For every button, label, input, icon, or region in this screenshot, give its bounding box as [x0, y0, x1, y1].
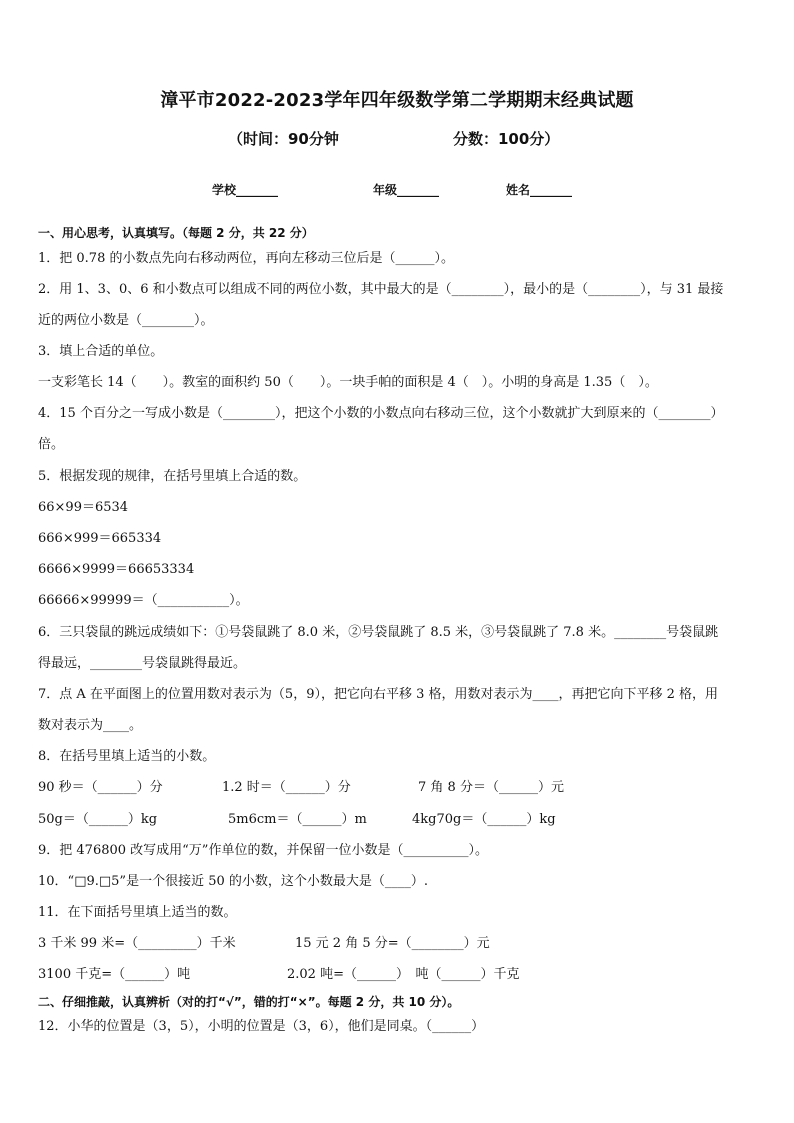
- question-7-line-1: 7．点 A 在平面图上的位置用数对表示为（5，9），把它向右平移 3 格，用数对表示为____，再把它向下平移 2 格，用: [38, 687, 719, 702]
- question-10: 10．“□9.□5”是一个很接近 50 的小数，这个小数最大是（____）.: [38, 874, 429, 889]
- exam-time: （时间：90分钟: [228, 130, 339, 148]
- grade-field[interactable]: 年级_______: [373, 183, 440, 197]
- question-2-line-1: 2．用 1、3、0、6 和小数点可以组成不同的两位小数，其中最大的是（________），最小的是（________），与 31 最接: [38, 282, 724, 297]
- question-11-item-c: 3100 千克=（______）吨: [38, 967, 191, 982]
- section-2-heading: 二、仔细推敲，认真辨析（对的打“√”，错的打“×”。每题 2 分，共 10 分）。: [38, 995, 460, 1009]
- question-4-line-1: 4．15 个百分之一写成小数是（________），把这个小数的小数点向右移动三位，这个小数就扩大到原来的（________）: [38, 406, 724, 421]
- question-8-item-e: 5m6cm＝（______）m: [228, 812, 367, 827]
- page-title: 漳平市2022-2023学年四年级数学第二学期期末经典试题: [160, 90, 634, 111]
- question-4-line-2: 倍。: [38, 437, 65, 452]
- question-5-eq-3: 6666×9999＝66653334: [38, 562, 195, 577]
- question-6-line-1: 6．三只袋鼠的跳远成绩如下：①号袋鼠跳了 8.0 米，②号袋鼠跳了 8.5 米，③号袋鼠跳了 7.8 米。________号袋鼠跳: [38, 625, 719, 640]
- question-2-line-2: 近的两位小数是（________）。: [38, 313, 214, 328]
- question-8-item-c: 7 角 8 分＝（______）元: [418, 780, 564, 795]
- question-5: 5．根据发现的规律，在括号里填上合适的数。: [38, 469, 307, 484]
- exam-score: 分数：100分）: [453, 130, 560, 148]
- question-5-eq-1: 66×99＝6534: [38, 500, 129, 515]
- question-8-item-d: 50g＝（______）kg: [38, 812, 158, 827]
- question-3: 3．填上合适的单位。: [38, 344, 164, 359]
- question-6-line-2: 得最远，________号袋鼠跳得最近。: [38, 656, 247, 671]
- question-8-item-b: 1.2 时＝（______）分: [222, 780, 351, 795]
- question-11-item-b: 15 元 2 角 5 分=（________）元: [295, 936, 490, 951]
- question-8: 8．在括号里填上适当的小数。: [38, 749, 216, 764]
- question-8-item-a: 90 秒＝（______）分: [38, 780, 163, 795]
- question-8-item-f: 4kg70g＝（______）kg: [412, 812, 556, 827]
- question-5-eq-4: 66666×99999＝（___________）。: [38, 593, 249, 608]
- question-11-item-a: 3 千米 99 米=（_________）千米: [38, 936, 236, 951]
- question-12: 12．小华的位置是（3，5），小明的位置是（3，6），他们是同桌。（______）: [38, 1019, 485, 1034]
- question-5-eq-2: 666×999＝665334: [38, 531, 162, 546]
- question-3-body: 一支彩笔长 14（ ）。教室的面积约 50（ ）。一块手帕的面积是 4（ ）。小明的身高是 1.35（ ）。: [38, 375, 658, 390]
- name-field[interactable]: 姓名_______: [506, 183, 573, 197]
- question-11: 11．在下面括号里填上适当的数。: [38, 905, 237, 920]
- question-11-item-d: 2.02 吨=（______） 吨（______）千克: [287, 967, 520, 982]
- section-1-heading: 一、用心思考，认真填写。（每题 2 分，共 22 分）: [38, 226, 314, 240]
- question-9: 9．把 476800 改写成用“万”作单位的数，并保留一位小数是（__________）。: [38, 843, 488, 858]
- school-field[interactable]: 学校_______: [212, 183, 279, 197]
- question-7-line-2: 数对表示为____。: [38, 718, 143, 733]
- question-1: 1．把 0.78 的小数点先向右移动两位，再向左移动三位后是（______）。: [38, 251, 454, 266]
